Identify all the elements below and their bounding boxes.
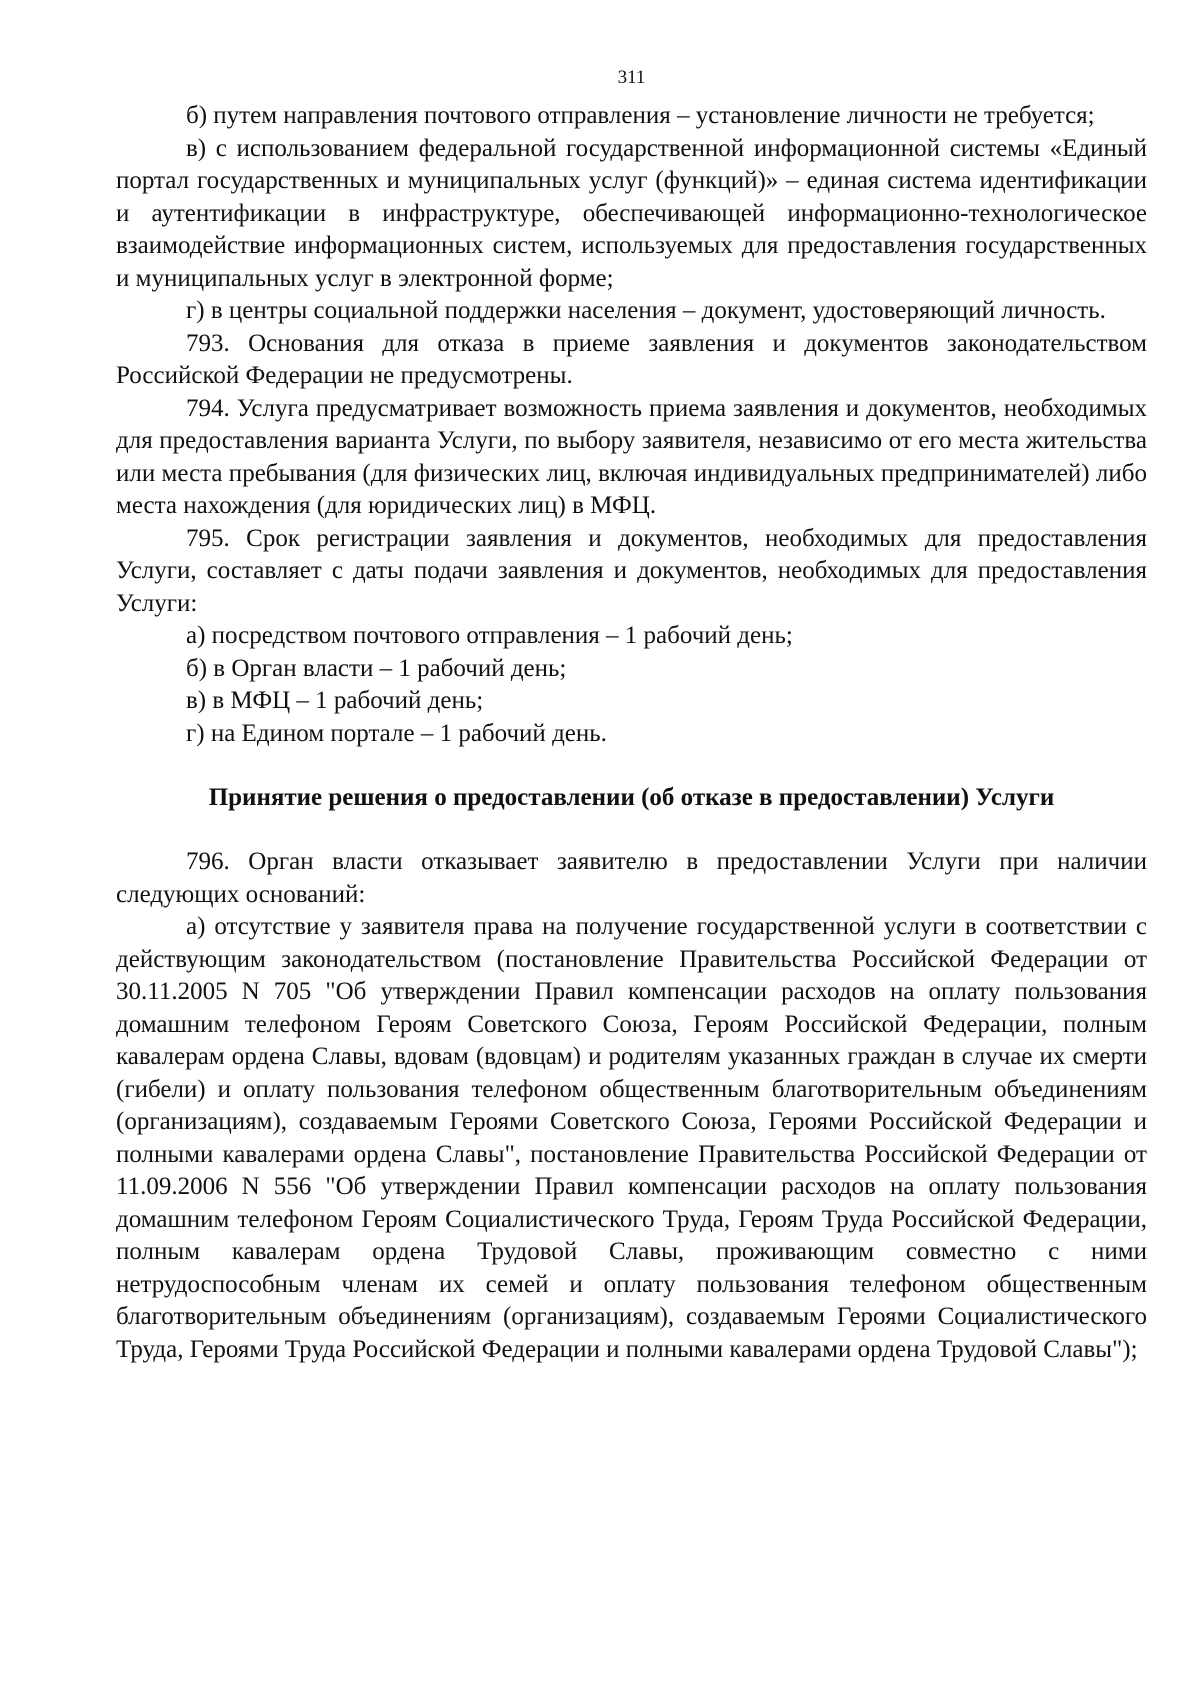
section-heading: Принятие решения о предоставлении (об отказе в предоставлении) Услуги xyxy=(208,784,1055,811)
paragraph-794: 794. Услуга предусматривает возможность приема заявления и документов, необходимых для предоставления варианта Услуги, по выбору заявителя, независимо от его места жительства или места пребывания (для физических лиц, включая индивидуальных предпринимателей) либо места нахождения (для юридических лиц) в МФЦ. xyxy=(116,394,1147,519)
paragraph-item-b-mail: б) путем направления почтового отправления – установление личности не требуется; xyxy=(186,102,1095,129)
page-number: 311 xyxy=(617,67,646,88)
paragraph-795-b: б) в Орган власти – 1 рабочий день; xyxy=(186,654,567,682)
paragraph-796-a: а) отсутствие у заявителя права на получение государственной услуги в соответствии с действующим законодательством (постановление Правительства Российской Федерации от 30.11.2005 N 705 "Об утверждении Правил компенсации расходов на оплату пользования домашним телефоном Героям Советского Союза, Героям Российской Федерации, полным кавалерам ордена Славы, вдовам (вдовцам) и родителям указанных граждан в случае их смерти (гибели) и оплату пользования телефоном общественным благотворительным объединениям (организациям), создаваемым Героями Советского Союза, Героями Российской Федерации и полными кавалерами ордена Славы", постановление Правительства Российской Федерации от 11.09.2006 N 556 "Об утверждении Правил компенсации расходов на оплату пользования домашним телефоном Героям Социалистического Труда, Героям Труда Российской Федерации, полным кавалерам ордена Трудовой Славы, проживающим совместно с ними нетрудоспособным членам их семей и оплату пользования телефоном общественным благотворительным объединениям (организациям), создаваемым Героями Социалистического Труда, Героями Труда Российской Федерации и полными кавалерами ордена Трудовой Славы"); xyxy=(116,913,1147,1363)
paragraph-item-v-portal: в) с использованием федеральной государственной информационной системы «Единый портал государственных и муниципальных услуг (функций)» – единая система идентификации и аутентификации в инфраструктуре, обеспечивающей информационно-технологическое взаимодействие информационных систем, используемых для предоставления государственных и муниципальных услуг в электронной форме; xyxy=(116,134,1147,292)
paragraph-item-g-social-centers: г) в центры социальной поддержки населения – документ, удостоверяющий личность. xyxy=(186,297,1106,324)
paragraph-795-v: в) в МФЦ – 1 рабочий день; xyxy=(186,687,484,714)
paragraph-795: 795. Срок регистрации заявления и документов, необходимых для предоставления Услуги, составляет с даты подачи заявления и документов, необходимых для предоставления Услуги: xyxy=(116,524,1147,617)
paragraph-793: 793. Основания для отказа в приеме заявления и документов законодательством Российской Федерации не предусмотрены. xyxy=(116,329,1147,389)
paragraph-796: 796. Орган власти отказывает заявителю в предоставлении Услуги при наличии следующих оснований: xyxy=(116,848,1147,908)
paragraph-795-a: а) посредством почтового отправления – 1 рабочий день; xyxy=(186,622,793,649)
paragraph-795-g: г) на Едином портале – 1 рабочий день. xyxy=(186,719,607,747)
